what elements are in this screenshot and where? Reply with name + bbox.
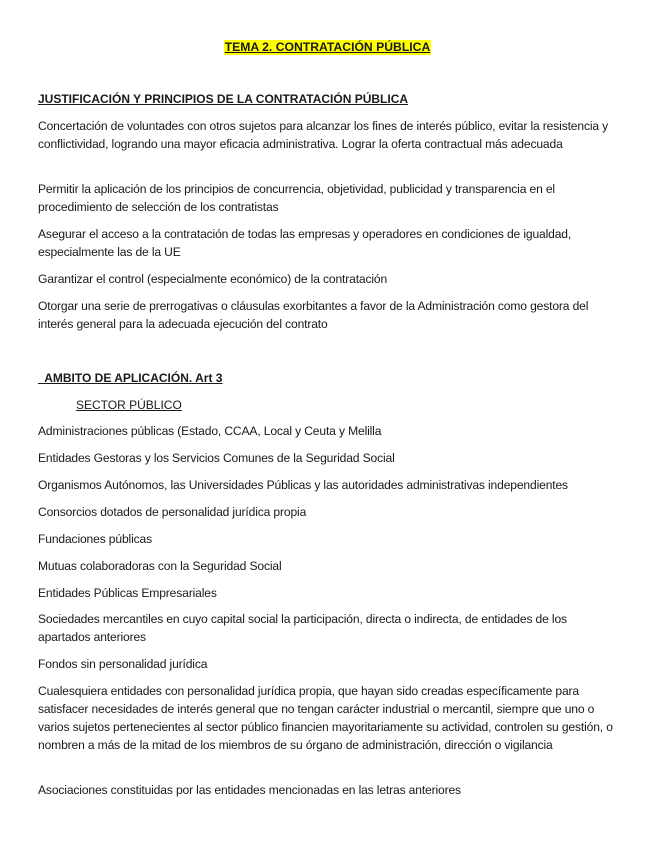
sector-publico-item-3: Organismos Autónomos, las Universidades Públicas y las autoridades administrativas independientes	[38, 478, 568, 492]
justificacion-paragraph-5: Otorgar una serie de prerrogativas o cláusulas exorbitantes a favor de la Administración como gestora del interés general para la adecuada ejecución del contrato	[38, 299, 589, 331]
sector-publico-subheading: SECTOR PÚBLICO	[76, 398, 182, 412]
section-justificacion-heading: JUSTIFICACIÓN Y PRINCIPIOS DE LA CONTRATACIÓN PÚBLICA	[38, 92, 409, 106]
title-container	[0, 38, 655, 56]
sector-publico-item-5: Fundaciones públicas	[38, 532, 152, 546]
sector-publico-item-11: Asociaciones constituidas por las entidades mencionadas en las letras anteriores	[38, 783, 461, 797]
sector-publico-item-7: Entidades Públicas Empresariales	[38, 586, 217, 600]
sector-publico-item-2: Entidades Gestoras y los Servicios Comunes de la Seguridad Social	[38, 451, 395, 465]
sector-publico-item-1: Administraciones públicas (Estado, CCAA, Local y Ceuta y Melilla	[38, 424, 382, 438]
sector-publico-item-9: Fondos sin personalidad jurídica	[38, 657, 208, 671]
justificacion-paragraph-3: Asegurar el acceso a la contratación de todas las empresas y operadores en condiciones de igualdad, especialmente las de la UE	[38, 227, 572, 259]
justificacion-paragraph-1: Concertación de voluntades con otros sujetos para alcanzar los fines de interés público, evitar la resistencia y conflictividad, logrando una mayor eficacia administrativa. Lograr la oferta contractual más adecuada	[38, 119, 609, 151]
sector-publico-item-10: Cualesquiera entidades con personalidad jurídica propia, que hayan sido creadas específicamente para satisfacer necesidades de interés general que no tengan carácter industrial o mercantil, siempre que uno o varios sujetos pertenecientes al sector público financien mayoritariamente su actividad, controlen su gestión, o nombren a más de la mitad de los miembros de su órgano de administración, dirección o vigilancia	[38, 684, 613, 752]
sector-publico-item-8: Sociedades mercantiles en cuyo capital social la participación, directa o indirecta, de entidades de los apartados anteriores	[38, 612, 567, 644]
document-title: TEMA 2. CONTRATACIÓN PÚBLICA	[224, 40, 431, 54]
sector-publico-item-6: Mutuas colaboradoras con la Seguridad Social	[38, 559, 282, 573]
sector-publico-item-4: Consorcios dotados de personalidad jurídica propia	[38, 505, 307, 519]
justificacion-paragraph-2: Permitir la aplicación de los principios de concurrencia, objetividad, publicidad y transparencia en el procedimiento de selección de los contratistas	[38, 182, 555, 214]
justificacion-paragraph-4: Garantizar el control (especialmente económico) de la contratación	[38, 272, 388, 286]
section-ambito-heading: AMBITO DE APLICACIÓN. Art 3	[38, 371, 223, 385]
